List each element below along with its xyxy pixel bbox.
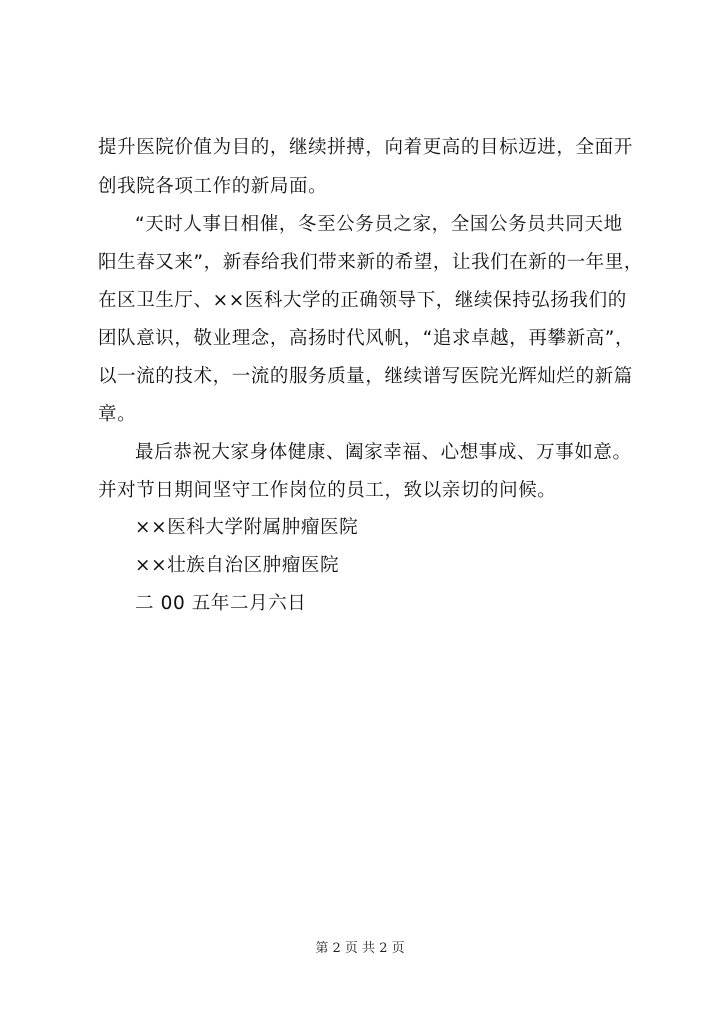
body-line-2: 创我院各项工作的新局面。: [98, 176, 328, 197]
body-line-5: 在区卫生厅、××医科大学的正确领导下，继续保持弘扬我们的: [98, 290, 627, 311]
body-line-3: “天时人事日相催，冬至公务员之家，全国公务员共同天地: [135, 214, 623, 235]
body-line-10: 并对节日期间坚守工作岗位的员工，致以亲切的问候。: [98, 480, 557, 501]
body-line-7: 以一流的技术，一流的服务质量，继续谱写医院光辉灿烂的新篇: [98, 366, 633, 387]
body-line-4: 阳生春又来”，新春给我们带来新的希望，让我们在新的一年里，: [98, 252, 643, 273]
body-line-9: 最后恭祝大家身体健康、阖家幸福、心想事成、万事如意。: [135, 442, 632, 463]
body-line-8: 章。: [98, 404, 137, 425]
signature-hospital-2: ××壮族自治区肿瘤医院: [135, 555, 340, 576]
signature-date: 二 00 五年二月六日: [135, 593, 307, 614]
page-footer: 第 2 页 共 2 页: [315, 941, 405, 956]
body-line-1: 提升医院价值为目的，继续拼搏，向着更高的目标迈进，全面开: [98, 137, 633, 158]
signature-hospital-1: ××医科大学附属肿瘤医院: [135, 517, 359, 538]
body-line-6: 团队意识，敬业理念，高扬时代风帆，“追求卓越，再攀新高”，: [98, 328, 635, 349]
